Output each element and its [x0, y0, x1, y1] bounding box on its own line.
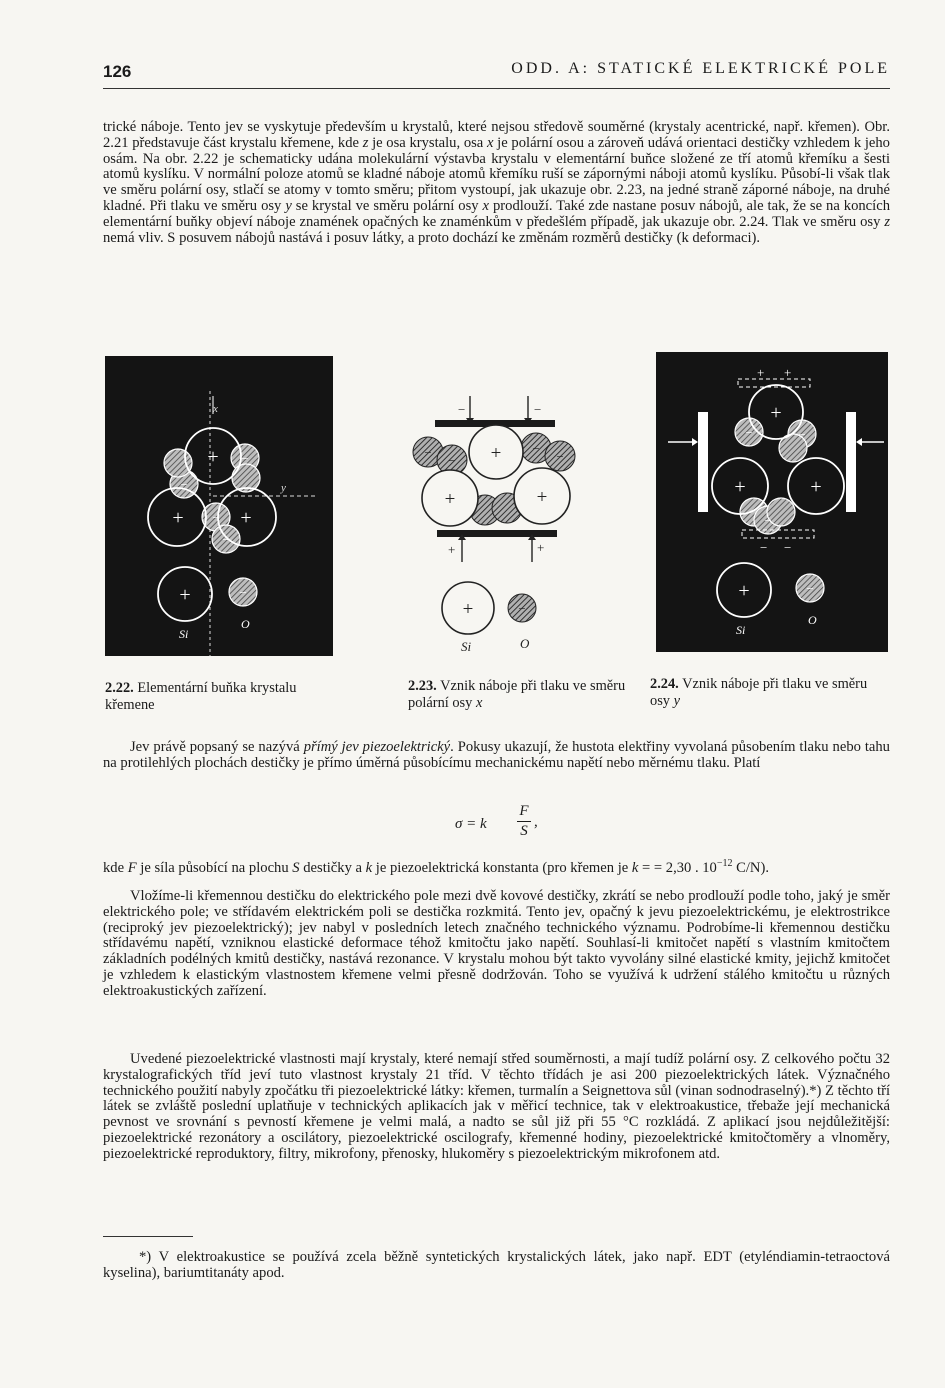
oxygen-atom: [164, 449, 192, 477]
pressure-plate-right: [846, 412, 856, 512]
plus-sign: +: [757, 365, 765, 380]
minus-sign: −: [745, 425, 753, 440]
plus-sign: +: [490, 443, 502, 464]
legend-si-label: Si: [461, 639, 472, 654]
plus-sign: +: [784, 365, 792, 380]
formula-denominator: S: [520, 823, 528, 839]
minus-sign: −: [556, 449, 564, 464]
paragraph-constant: kde F je síla působící na plochu S destičky a k je piezoelektrická konstanta (pro křemen je k = = 2,30 . $10^{-12}$ C/N).: [103, 858, 769, 876]
legend-o-label: O: [808, 613, 817, 627]
footnote-rule: [103, 1236, 193, 1237]
figure-2-23-pressure-along-x: [400, 390, 590, 655]
legend-si-label: Si: [736, 623, 746, 637]
plus-sign: +: [179, 584, 191, 606]
paragraph-intro: trické náboje. Tento jev se vyskytuje především u krystalů, které nejsou středově souměrné (krystaly acentrické, např. křemen). Obr. 2.21 představuje část krystalu křemene, kde z je osa krystalu, osa x je polární osou a zároveň udává orientaci destičky vzhledem k jeho osám. Na obr. 2.22 je schematicky udána molekulární výstavba krystalu v elementární buňce složené ze tří atomů křemíku a šesti atomů kyslíku. V normální poloze atomů se kladné náboje atomů křemíku ruší se zápornými náboji atomů kyslíku. Působí-li však tlak ve směru polární osy, stlačí se atomy v tomto směru; přitom vystoupí, jak ukazuje obr. 2.23, na jedné straně záporné náboje, na druhé kladné. Při tlaku ve směru osy y se krystal ve směru polární osy x prodlouží. Také zde nastane posuv nábojů, ale tak, že se na koncích elementární buňky objeví náboje znamének opačných ke znaménkům v předešlém případě, jak ukazuje obr. 2.24. Tlak ve směru osy z nemá vliv. S posuvem nábojů nastává i posuv látky, a proto dochází ke změnám rozměrů destičky (k deformaci).: [103, 119, 890, 246]
plus-sign: +: [240, 507, 252, 529]
figure-2-22-quartz-unit-cell: [105, 356, 333, 656]
minus-sign: −: [212, 510, 220, 525]
axis-y-label: y: [281, 482, 286, 494]
caption-2-24: 2.24. Vznik náboje při tlaku ve směru osy y: [650, 676, 868, 709]
minus-sign: −: [241, 451, 249, 466]
legend-o-label: O: [520, 636, 530, 651]
paragraph-applications: Uvedené piezoelektrické vlastnosti mají krystaly, které nemají střed souměrnosti, a mají tudíž polární osy. Z celkového počtu 32 krystalografických tříd jeví tuto vlastnost krystaly 21 tříd. V těchto třídách je asi 200 piezoelektrických látek. Význačného technického použití nabyly zpočátku tři piezoelektrické látky: křemen, turmalín a Seignettova sůl (vinan sodnodraselný).*) Z těchto tří látek se zvláště poslední uplatňuje v technických aplikacích jak v měřicí technice, tak v elektroakustice, třebaže její mechanická pevnost ve srovnání s pevností křemene je velmi malá, a nadto se sůl již při 55 °C rozkládá. Z aplikací jsou nejdůležitější: piezoelektrické rezonátory a oscilátory, piezoelektrické oscilografy, křemenné hodiny, piezoelektrické kmitočtoměry a vlnoměry, piezoelektrické reproduktory, filtry, mikrofony, přenosky, hlukoměry s piezoelektrickým mikrofonem atd.: [103, 1051, 890, 1162]
formula-lhs: σ = k: [455, 816, 487, 832]
footnote: *) V elektroakustice se používá zcela běžně syntetických krystalických látek, jako např. EDT (etyléndiamin-tetraoctová kyselina), bariumtitanáty apod.: [103, 1249, 890, 1281]
figure-2-24-pressure-along-y: [656, 352, 888, 652]
pressure-plate-bottom: [437, 530, 557, 537]
plus-sign: +: [207, 446, 219, 468]
minus-sign: −: [532, 441, 540, 456]
plus-sign: +: [810, 476, 822, 498]
minus-sign: −: [424, 445, 432, 460]
minus-sign: −: [760, 540, 768, 555]
legend-o-label: O: [241, 617, 250, 631]
running-title: ODD. A: STATICKÉ ELEKTRICKÉ POLE: [511, 60, 890, 77]
minus-sign: −: [222, 532, 230, 547]
plus-sign: +: [734, 476, 746, 498]
minus-sign: −: [518, 601, 526, 616]
axis-x-label: x: [213, 403, 218, 415]
caption-2-23: 2.23. Vznik náboje při tlaku ve směru polární osy x: [408, 678, 626, 711]
plus-sign: +: [462, 599, 474, 620]
pressure-plate-left: [698, 412, 708, 512]
page-header: [103, 60, 890, 89]
plus-sign: +: [536, 487, 548, 508]
formula-numerator: F: [519, 803, 529, 819]
formula-charge-density: σ = k F S ,: [455, 803, 538, 839]
page-number: 126: [103, 62, 132, 81]
minus-sign: −: [784, 540, 792, 555]
caption-2-22: 2.22. Elementární buňka krystalu křemene: [105, 680, 297, 713]
minus-sign: −: [180, 477, 188, 492]
plus-sign: +: [444, 489, 456, 510]
paragraph-electrostriction: Vložíme-li křemennou destičku do elektrického pole mezi dvě kovové destičky, zkrátí se nebo prodlouží podle toho, jaký je směr elektrického pole; ve střídavém elektrickém poli se destička rozkmitá. Tento jev, opačný k jevu piezoelektrickému, je elektrostrikce (reciproký jev piezoelektrický); jev nabyl v posledních letech značného technického významu. Podrobíme-li křemennou destičku střídavému napětí, vzniknou elastické deformace téhož kmitočtu jako napětí. Souhlasí-li kmitočet napětí s vlastním kmitočtem základních podélných kmitů destičky, nastává rezonance. V krystalu mohou být takto vyvolány silné elastické kmity, jejichž kmitočet je vzhledem k elastickým vlastnostem křemene velmi přesně dodržován. Toho se využívá k udržení stálého kmitočtu u různých elektroakustických zařízení.: [103, 888, 890, 999]
plus-sign: +: [448, 542, 456, 557]
minus-sign: −: [798, 427, 806, 442]
plus-sign: +: [738, 580, 750, 602]
plus-sign: +: [770, 402, 782, 424]
legend-si-label: Si: [179, 627, 189, 641]
minus-sign: −: [806, 581, 814, 596]
minus-sign: −: [764, 513, 772, 528]
plus-sign: +: [172, 507, 184, 529]
minus-sign: −: [534, 402, 542, 417]
paragraph-direct-effect: Jev právě popsaný se nazývá přímý jev piezoelektrický. Pokusy ukazují, že hustota elektřiny vyvolaná působením tlaku nebo tahu na protilehlých plochách destičky je přímo úměrná působícímu mechanickému napětí nebo měrnému tlaku. Platí: [103, 739, 890, 771]
minus-sign: −: [458, 402, 466, 417]
plus-sign: +: [537, 540, 545, 555]
minus-sign: −: [448, 453, 456, 468]
minus-sign: −: [239, 585, 247, 600]
